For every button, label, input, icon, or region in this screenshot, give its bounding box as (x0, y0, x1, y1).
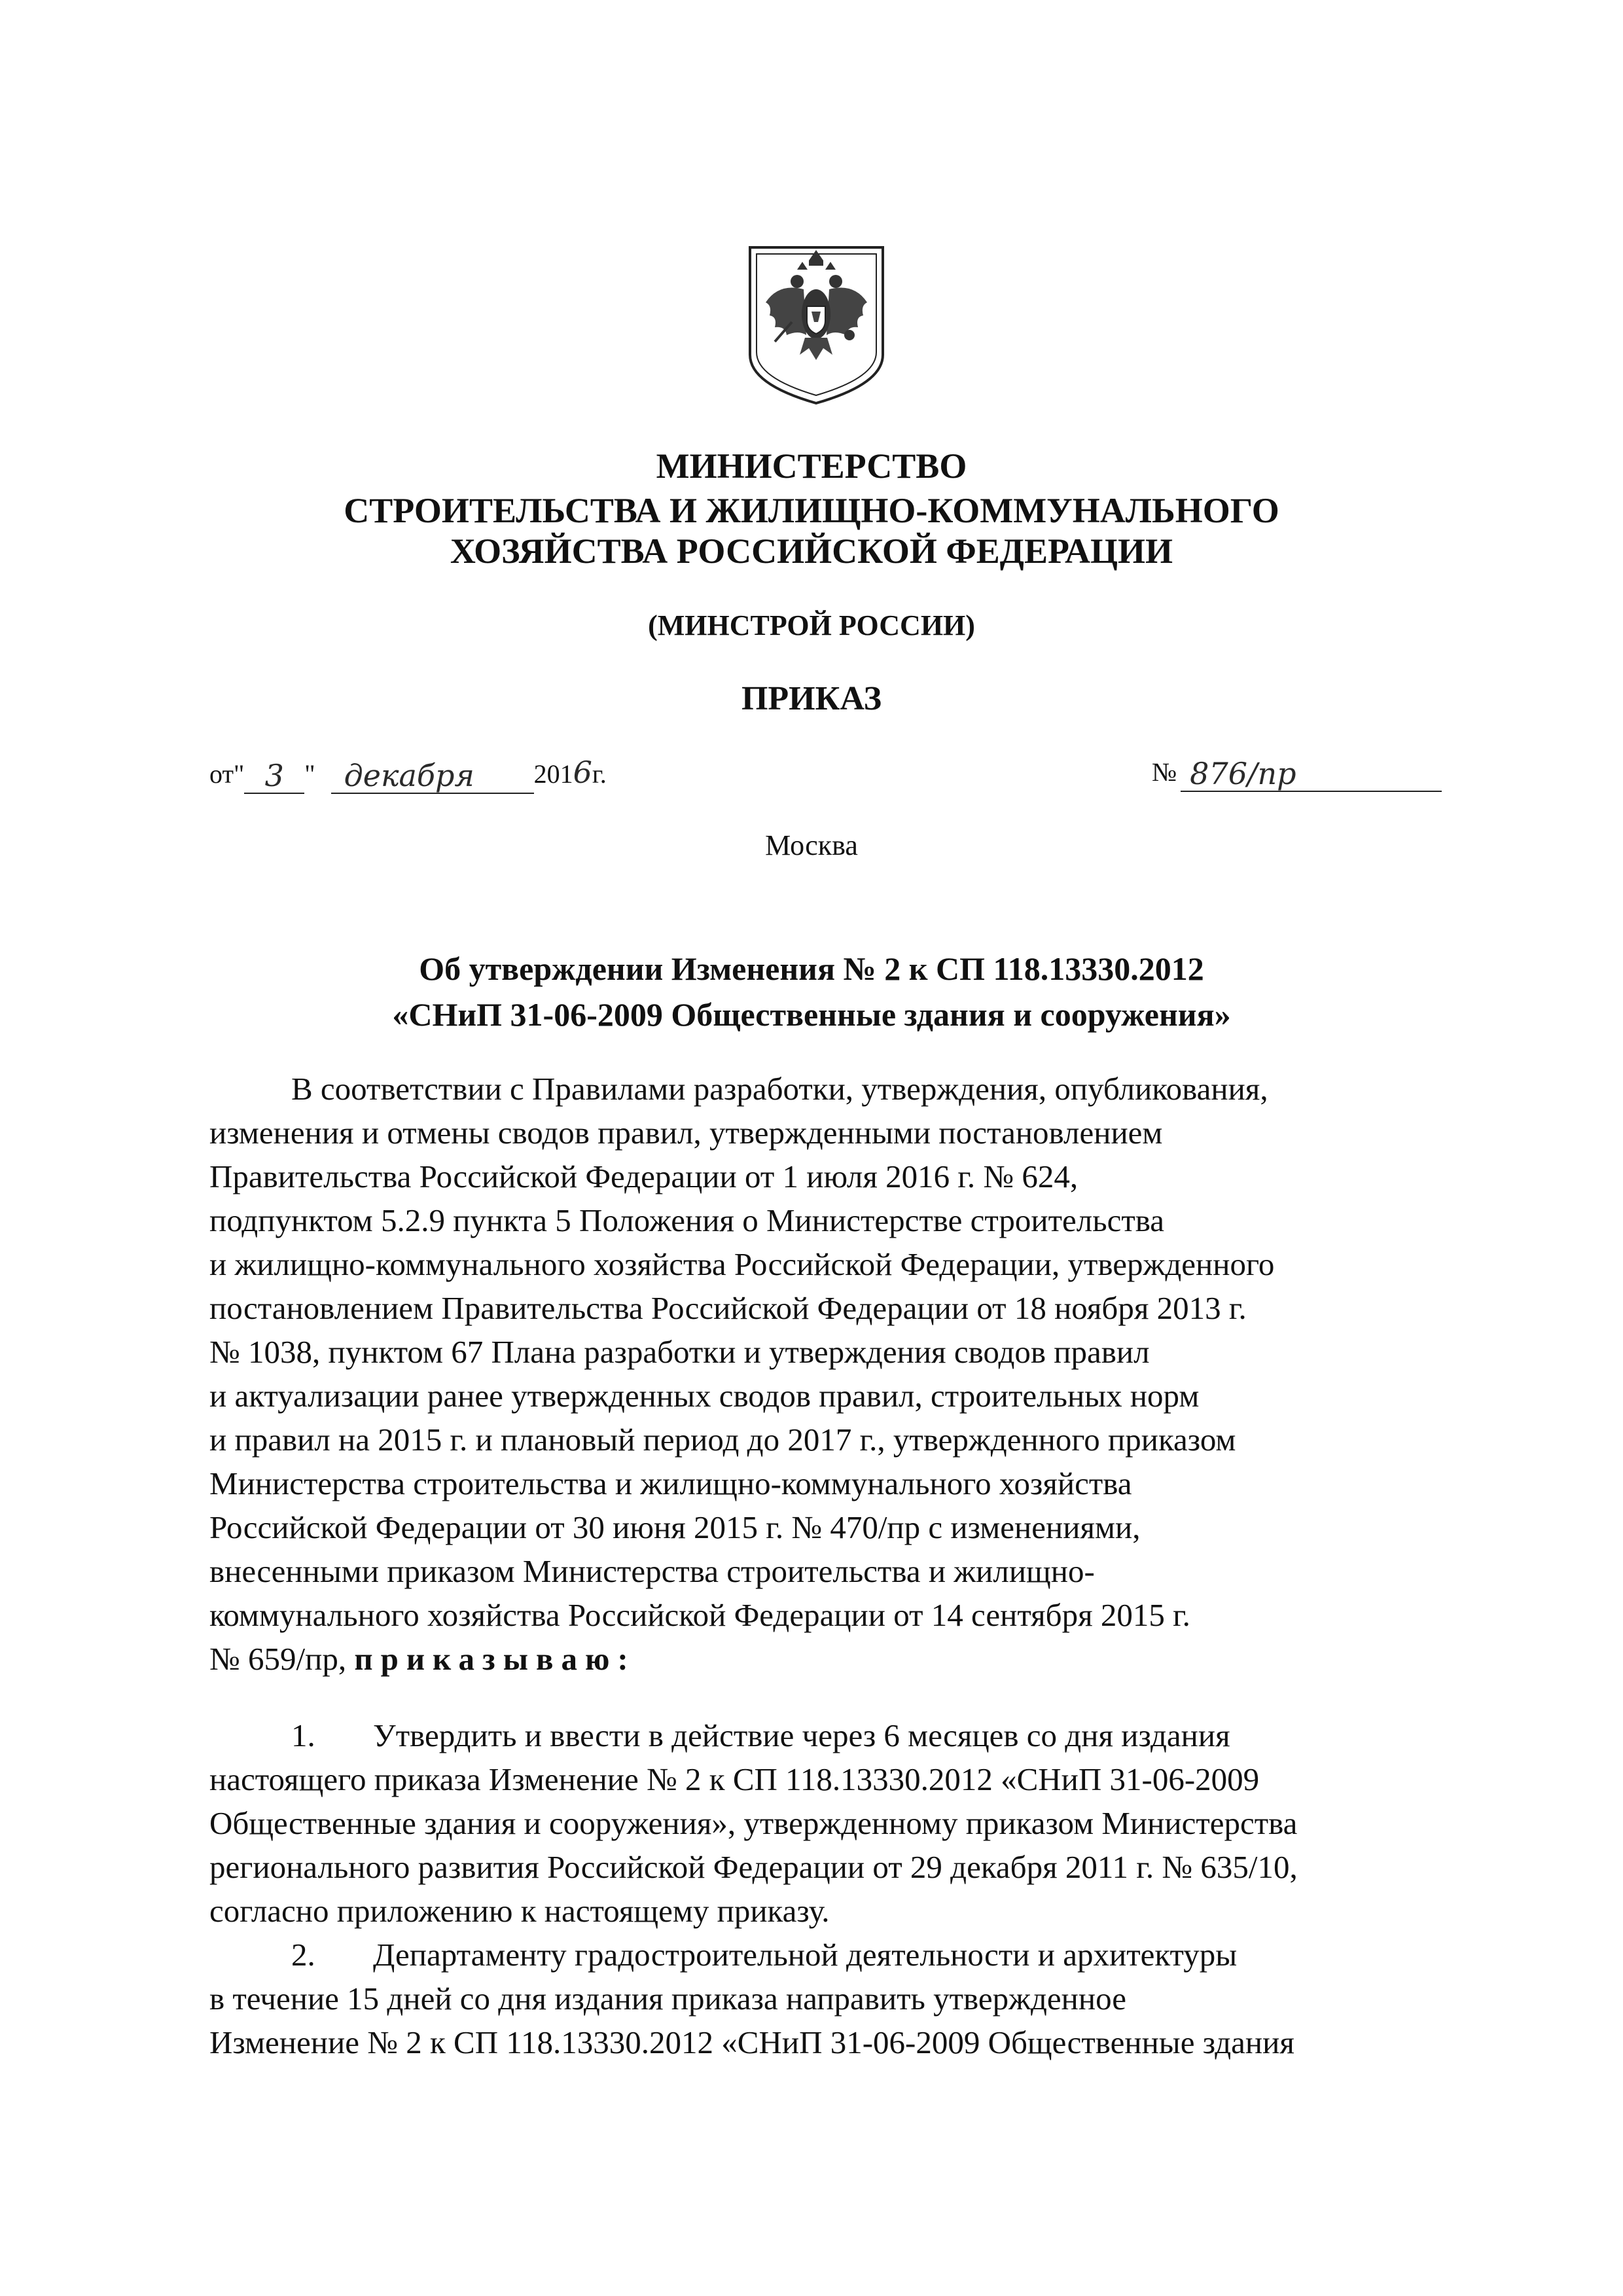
preamble-line: внесенными приказом Министерства строительства и жилищно- (209, 1553, 1095, 1589)
number-value: 876/пр (1181, 757, 1442, 792)
item-1-line: настоящего приказа Изменение № 2 к СП 118.13330.2012 «СНиП 31-06-2009 (209, 1761, 1260, 1797)
preamble-line: Министерства строительства и жилищно-коммунального хозяйства (209, 1465, 1132, 1501)
order-number (1152, 753, 1442, 792)
item-2-line: Изменение № 2 к СП 118.13330.2012 «СНиП 31-06-2009 Общественные здания (209, 2024, 1294, 2060)
preamble-line: подпунктом 5.2.9 пункта 5 Положения о Министерстве строительства (209, 1202, 1164, 1238)
item-1-line: согласно приложению к настоящему приказу. (209, 1893, 830, 1929)
preamble-line: Российской Федерации от 30 июня 2015 г. № 470/пр с изменениями, (209, 1509, 1141, 1545)
ministry-name-line-1: МИНИСТЕРСТВО (656, 446, 967, 486)
preamble-line: постановлением Правительства Российской Федерации от 18 ноября 2013 г. (209, 1290, 1247, 1326)
order-subject-line-1: Об утверждении Изменения № 2 к СП 118.13330.2012 (419, 950, 1204, 987)
preamble-line: и жилищно-коммунального хозяйства Российской Федерации, утвержденного (209, 1246, 1275, 1282)
order-title: ПРИКАЗ (741, 680, 882, 717)
item-1-number: 1. (291, 1717, 315, 1753)
ministry-name-line-2: СТРОИТЕЛЬСТВА И ЖИЛИЩНО-КОММУНАЛЬНОГО (344, 491, 1279, 530)
preamble-last-line (209, 1637, 1429, 1681)
preamble-line: Правительства Российской Федерации от 1 июля 2016 г. № 624, (209, 1158, 1079, 1194)
item-2-line (209, 1933, 1429, 1977)
coat-of-arms-emblem-icon (746, 243, 887, 407)
order-word: приказываю: (354, 1641, 636, 1677)
item-1-first-text: Утвердить и ввести в действие через 6 месяцев со дня издания (373, 1717, 1230, 1753)
preamble-line: № 1038, пунктом 67 Плана разработки и утверждения сводов правил (209, 1334, 1150, 1370)
item-2-first-text: Департаменту градостроительной деятельности и архитектуры (373, 1937, 1238, 1973)
date-year-prefix: 201 (533, 759, 573, 789)
order-city: Москва (765, 829, 858, 861)
preamble-line: и актуализации ранее утвержденных сводов правил, строительных норм (209, 1378, 1200, 1414)
preamble-line: В соответствии с Правилами разработки, утверждения, опубликования, (291, 1071, 1268, 1107)
paragraph-gap (209, 1681, 1429, 1713)
number-prefix: № (1152, 757, 1177, 787)
date-year-handwritten: 6 (573, 755, 592, 790)
item-1-line: Общественные здания и сооружения», утвержденному приказом Министерства (209, 1805, 1298, 1841)
order-subject-line-2: «СНиП 31-06-2009 Общественные здания и сооружения» (392, 996, 1231, 1033)
date-month: декабря (331, 759, 534, 794)
preamble-line: коммунального хозяйства Российской Федерации от 14 сентября 2015 г. (209, 1597, 1190, 1633)
item-1-line (209, 1713, 1429, 1757)
preamble-line: изменения и отмены сводов правил, утвержденными постановлением (209, 1115, 1163, 1151)
order-date (209, 753, 607, 794)
item-1-line: регионального развития Российской Федерации от 29 декабря 2011 г. № 635/10, (209, 1849, 1298, 1885)
item-2-number: 2. (291, 1937, 315, 1973)
date-year-suffix: г. (592, 759, 607, 789)
date-quote: " (304, 759, 315, 789)
date-prefix: от" (209, 759, 245, 789)
preamble-last-line-prefix: № 659/пр, (209, 1641, 355, 1677)
preamble-line: и правил на 2015 г. и плановый период до 2017 г., утвержденного приказом (209, 1422, 1236, 1458)
order-body (209, 1067, 1429, 2064)
item-2-line: в течение 15 дней со дня издания приказа направить утвержденное (209, 1981, 1126, 2017)
ministry-abbreviation: (МИНСТРОЙ РОССИИ) (648, 609, 975, 641)
date-day: 3 (244, 759, 304, 794)
ministry-name-line-3: ХОЗЯЙСТВА РОССИЙСКОЙ ФЕДЕРАЦИИ (450, 531, 1173, 571)
